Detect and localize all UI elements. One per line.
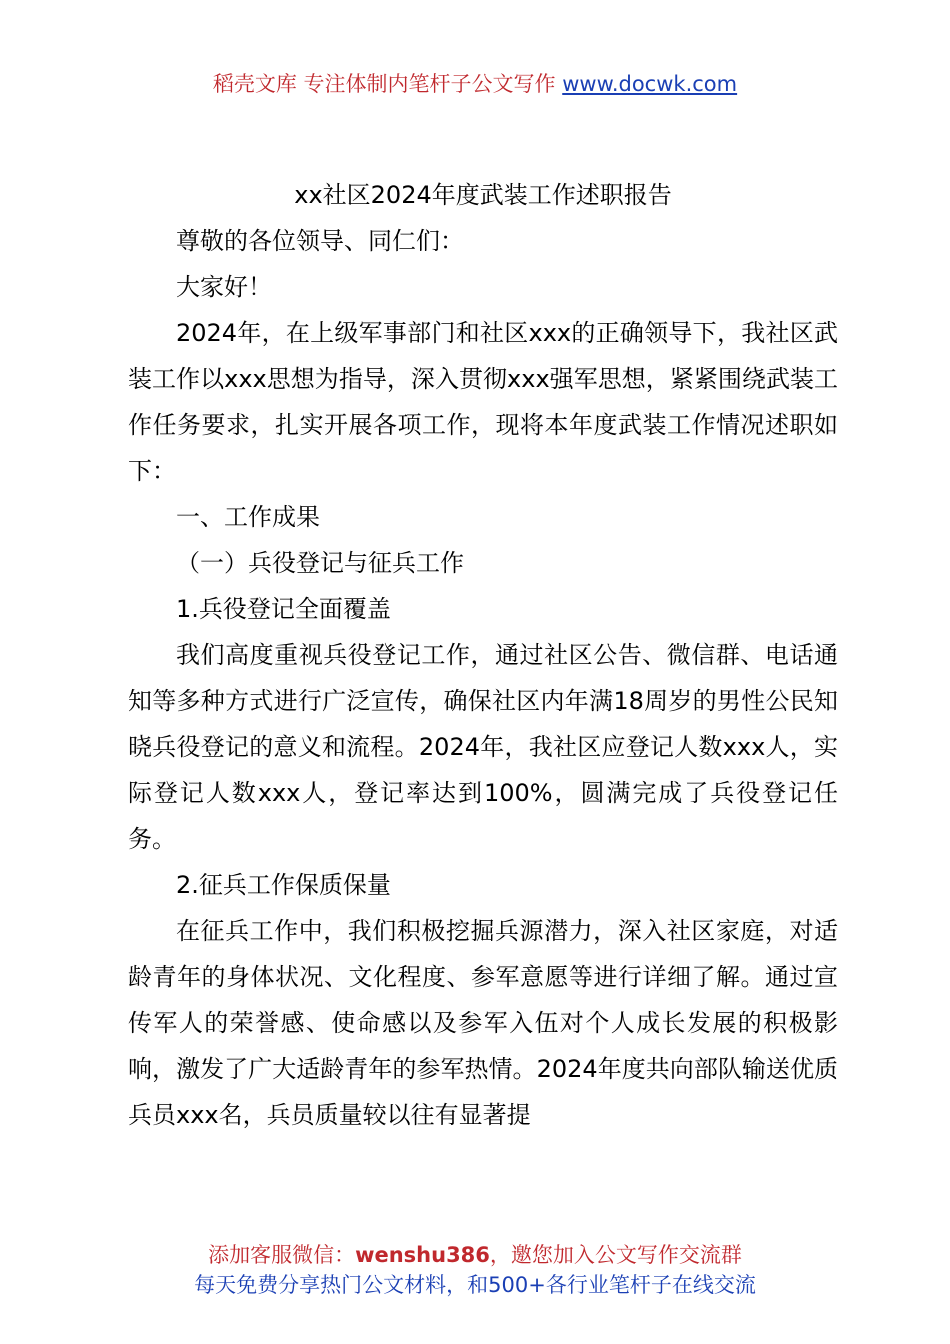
section-heading: 一、工作成果	[176, 503, 320, 531]
subsection-heading: （一）兵役登记与征兵工作	[176, 549, 464, 577]
footer-wechat-id: wenshu386	[355, 1243, 490, 1267]
salutation: 尊敬的各位领导、同仁们：	[176, 227, 464, 255]
page-header	[0, 68, 950, 100]
header-website-link[interactable]: www.docwk.com	[562, 72, 738, 96]
page-footer	[0, 1240, 950, 1300]
body-paragraph: 在征兵工作中，我们积极挖掘兵源潜力，深入社区家庭，对适龄青年的身体状况、文化程度、参军意愿等进行详细了解。通过宣传军人的荣誉感、使命感以及参军入伍对个人成长发展的积极影响，激发了广大适龄青年的参军热情。2024年度共向部队输送优质兵员xxx名，兵员质量较以往有显著提	[128, 917, 838, 1129]
greeting: 大家好！	[176, 273, 272, 301]
footer-contact-line	[0, 1240, 950, 1270]
document-body	[128, 172, 838, 1138]
item-heading: 1.兵役登记全面覆盖	[176, 595, 391, 623]
footer-contact-prefix: 添加客服微信：	[208, 1243, 356, 1267]
header-brand-text: 稻壳文库 专注体制内笔杆子公文写作	[212, 72, 563, 96]
footer-promo-line: 每天免费分享热门公文材料，和500+各行业笔杆子在线交流	[194, 1273, 756, 1297]
document-title: xx社区2024年度武装工作述职报告	[294, 181, 672, 209]
item-heading: 2.征兵工作保质保量	[176, 871, 391, 899]
body-paragraph: 我们高度重视兵役登记工作，通过社区公告、微信群、电话通知等多种方式进行广泛宣传，确保社区内年满18周岁的男性公民知晓兵役登记的意义和流程。2024年，我社区应登记人数xxx人，实际登记人数xxx人，登记率达到100%，圆满完成了兵役登记任务。	[128, 641, 838, 853]
intro-paragraph: 2024年，在上级军事部门和社区xxx的正确领导下，我社区武装工作以xxx思想为指导，深入贯彻xxx强军思想，紧紧围绕武装工作任务要求，扎实开展各项工作，现将本年度武装工作情况述职如下：	[128, 319, 838, 485]
footer-contact-suffix: ，邀您加入公文写作交流群	[489, 1243, 742, 1267]
